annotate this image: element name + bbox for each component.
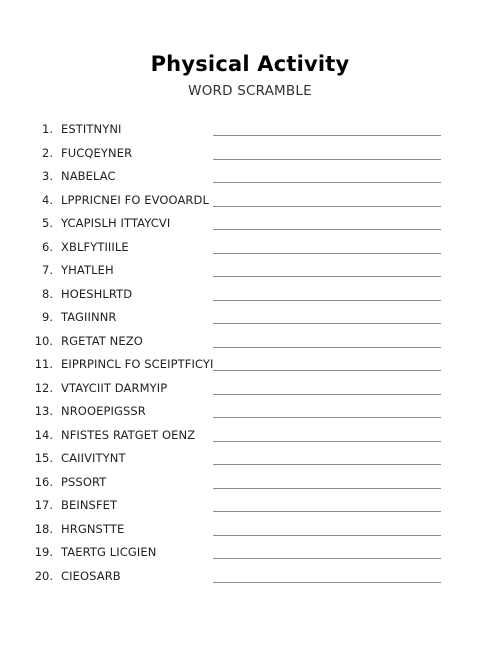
scrambled-word: RGETAT NEZO xyxy=(61,333,143,348)
scrambled-word: XBLFYTIIILE xyxy=(61,239,129,254)
item-number: 12. xyxy=(34,380,53,395)
scramble-row-7 xyxy=(0,259,500,283)
scramble-row-13 xyxy=(0,400,500,424)
item-number: 3. xyxy=(42,169,53,183)
answer-line xyxy=(213,558,441,559)
item-number: 7. xyxy=(42,263,53,277)
scrambled-word: FUCQEYNER xyxy=(61,145,133,160)
scramble-row-20 xyxy=(0,565,500,589)
item-number: 8. xyxy=(42,286,53,301)
scrambled-word: HRGNSTTE xyxy=(61,521,125,536)
scramble-row-1 xyxy=(0,118,500,142)
answer-line xyxy=(213,300,441,301)
item-number: 16. xyxy=(34,474,53,489)
item-number: 18. xyxy=(34,521,53,536)
scrambled-word: TAGIINNR xyxy=(61,310,117,324)
scramble-row-17 xyxy=(0,494,500,518)
item-number: 13. xyxy=(34,404,53,418)
item-number: 4. xyxy=(42,192,53,207)
answer-line xyxy=(213,135,441,136)
answer-line xyxy=(213,253,441,254)
scramble-row-3 xyxy=(0,165,500,189)
scramble-row-19 xyxy=(0,541,500,565)
scramble-row-11 xyxy=(0,353,500,377)
scrambled-word: VTAYCIIT DARMYIP xyxy=(61,380,168,395)
scramble-row-18 xyxy=(0,518,500,542)
scramble-row-2 xyxy=(0,142,500,166)
scrambled-word: BEINSFET xyxy=(61,498,118,512)
item-number: 20. xyxy=(34,568,53,583)
scrambled-word: PSSORT xyxy=(61,474,107,489)
item-number: 14. xyxy=(34,427,53,442)
answer-line xyxy=(213,370,441,371)
answer-line xyxy=(213,417,441,418)
answer-line xyxy=(213,582,441,583)
scramble-row-15 xyxy=(0,447,500,471)
scrambled-word: TAERTG LICGIEN xyxy=(61,545,157,559)
scrambled-word: HOESHLRTD xyxy=(61,286,133,301)
item-number: 5. xyxy=(42,216,53,230)
item-number: 17. xyxy=(34,498,53,512)
scrambled-word: ESTITNYNI xyxy=(61,122,122,136)
answer-line xyxy=(213,488,441,489)
scramble-row-10 xyxy=(0,330,500,354)
scrambled-word: YCAPISLH ITTAYCVI xyxy=(61,216,171,230)
item-number: 11. xyxy=(34,357,53,371)
item-number: 6. xyxy=(42,239,53,254)
answer-line xyxy=(213,276,441,277)
worksheet-title: Physical Activity xyxy=(150,52,350,76)
item-number: 15. xyxy=(34,451,53,465)
scramble-row-4 xyxy=(0,189,500,213)
scrambled-word: NFISTES RATGET OENZ xyxy=(61,427,196,442)
answer-line xyxy=(213,535,441,536)
answer-line xyxy=(213,206,441,207)
scramble-row-12 xyxy=(0,377,500,401)
answer-line xyxy=(213,323,441,324)
scramble-row-16 xyxy=(0,471,500,495)
scrambled-word: NROOEPIGSSR xyxy=(61,404,146,418)
answer-line xyxy=(213,394,441,395)
scramble-list xyxy=(0,118,500,588)
item-number: 19. xyxy=(34,545,53,559)
item-number: 10. xyxy=(34,333,53,348)
worksheet-subtitle: WORD SCRAMBLE xyxy=(188,83,312,99)
item-number: 9. xyxy=(42,310,53,324)
scramble-row-5 xyxy=(0,212,500,236)
scramble-row-6 xyxy=(0,236,500,260)
scrambled-word: CAIIVITYNT xyxy=(61,451,126,465)
scramble-row-9 xyxy=(0,306,500,330)
answer-line xyxy=(213,229,441,230)
answer-line xyxy=(213,347,441,348)
item-number: 2. xyxy=(42,145,53,160)
answer-line xyxy=(213,182,441,183)
answer-line xyxy=(213,464,441,465)
scramble-row-14 xyxy=(0,424,500,448)
scrambled-word: YHATLEH xyxy=(61,263,114,277)
scrambled-word: CIEOSARB xyxy=(61,568,121,583)
item-number: 1. xyxy=(42,122,53,136)
scrambled-word: LPPRICNEI FO EVOOARDL xyxy=(61,192,209,207)
answer-line xyxy=(213,159,441,160)
answer-line xyxy=(213,511,441,512)
answer-line xyxy=(213,441,441,442)
scramble-row-8 xyxy=(0,283,500,307)
scrambled-word: NABELAC xyxy=(61,169,116,183)
scrambled-word: EIPRPINCL FO SCEIPTFICYI xyxy=(61,357,214,371)
